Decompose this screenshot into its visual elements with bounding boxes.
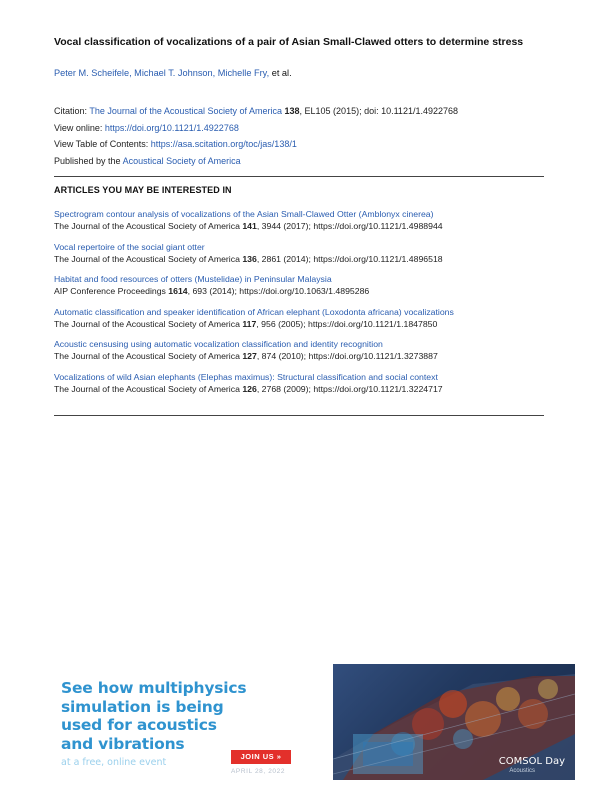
article-citation xyxy=(54,253,554,265)
related-articles-list xyxy=(54,208,554,404)
view-online-link[interactable]: https://doi.org/10.1121/1.4922768 xyxy=(104,122,239,133)
article-title-link[interactable]: Spectrogram contour analysis of vocalizations of the Asian Small-Clawed Otter (Amblonyx cinerea) xyxy=(54,209,434,219)
list-item xyxy=(54,273,554,297)
citation-journal-link[interactable]: The Journal of the Acoustical Society of America xyxy=(89,106,282,116)
article-journal: The Journal of the Acoustical Society of America xyxy=(54,351,243,362)
article-journal: The Journal of the Acoustical Society of America xyxy=(54,253,243,264)
list-item xyxy=(54,371,554,395)
join-us-button[interactable]: JOIN US » xyxy=(231,750,291,764)
section-heading: ARTICLES YOU MAY BE INTERESTED IN xyxy=(54,185,232,195)
article-doi[interactable]: , 874 (2010); https://doi.org/10.1121/1.3273887 xyxy=(256,351,438,362)
citation-block xyxy=(54,103,458,169)
article-doi[interactable]: , 3944 (2017); https://doi.org/10.1121/1.4988944 xyxy=(256,221,443,231)
article-journal: The Journal of the Acoustical Society of America xyxy=(54,221,243,231)
author-list[interactable] xyxy=(54,68,292,78)
article-citation xyxy=(54,318,554,330)
comsol-logo-sub: Acoustics xyxy=(509,768,535,774)
article-volume: 141 xyxy=(242,221,257,231)
toc-link[interactable]: https://asa.scitation.org/toc/jas/138/1 xyxy=(150,139,297,150)
ad-headline xyxy=(61,679,331,753)
ad-headline-line: used for acoustics xyxy=(61,716,217,734)
ad-headline-line: See how multiphysics xyxy=(61,679,247,697)
citation-volume: 138 xyxy=(284,106,300,116)
list-item xyxy=(54,306,554,330)
comsol-ad-banner[interactable] xyxy=(47,664,575,780)
article-citation xyxy=(54,220,554,232)
article-title-link[interactable]: Automatic classification and speaker identification of African elephant (Loxodonta africana) vocalizations xyxy=(54,306,454,317)
article-doi[interactable]: , 2861 (2014); https://doi.org/10.1121/1.4896518 xyxy=(256,253,443,264)
citation-row xyxy=(54,103,458,120)
article-title-link[interactable]: Vocal repertoire of the social giant otter xyxy=(54,241,205,252)
article-volume: 136 xyxy=(242,253,257,264)
article-journal: The Journal of the Acoustical Society of America xyxy=(54,318,243,329)
article-doi[interactable]: , 2768 (2009); https://doi.org/10.1121/1.3224717 xyxy=(256,383,443,394)
view-online-row xyxy=(54,120,458,137)
authors-etal: et al. xyxy=(271,68,292,78)
article-title-link[interactable]: Acoustic censusing using automatic vocalization classification and identity recognition xyxy=(54,339,383,350)
article-volume: 126 xyxy=(242,383,257,394)
article-citation xyxy=(54,285,554,297)
view-online-label: View online: xyxy=(54,122,103,133)
article-citation xyxy=(54,350,554,362)
comsol-logo: COMSOL Day xyxy=(498,756,565,767)
authors-link[interactable]: Peter M. Scheifele, Michael T. Johnson, Michelle Fry, xyxy=(54,68,270,78)
ad-headline-line: and vibrations xyxy=(61,734,185,753)
publisher-row xyxy=(54,153,458,170)
article-journal: AIP Conference Proceedings xyxy=(54,286,169,297)
article-title-link[interactable]: Vocalizations of wild Asian elephants (Elephas maximus): Structural classification and social context xyxy=(54,371,438,382)
article-doi[interactable]: , 693 (2014); https://doi.org/10.1063/1.4895286 xyxy=(187,286,370,297)
page-title: Vocal classification of vocalizations of a pair of Asian Small-Clawed otters to determine stress xyxy=(54,36,524,48)
divider-top xyxy=(54,176,544,177)
article-title-link[interactable]: Habitat and food resources of otters (Mustelidae) in Peninsular Malaysia xyxy=(54,274,332,285)
divider-bottom xyxy=(54,415,544,416)
toc-label: View Table of Contents: xyxy=(54,139,149,150)
article-doi[interactable]: , 956 (2005); https://doi.org/10.1121/1.1847850 xyxy=(256,318,438,329)
published-label: Published by the xyxy=(54,155,121,166)
article-volume: 127 xyxy=(242,351,257,362)
list-item xyxy=(54,338,554,362)
article-journal: The Journal of the Acoustical Society of America xyxy=(54,383,243,394)
ad-event-date: APRIL 28, 2022 xyxy=(231,768,286,775)
list-item xyxy=(54,241,554,265)
ad-subline: at a free, online event xyxy=(61,757,167,768)
publisher-link[interactable]: Acoustical Society of America xyxy=(122,155,241,166)
toc-row xyxy=(54,136,458,153)
article-volume: 117 xyxy=(242,318,257,329)
list-item xyxy=(54,208,554,232)
article-volume: 1614 xyxy=(168,286,188,297)
article-citation xyxy=(54,383,554,395)
citation-label: Citation: xyxy=(54,106,88,116)
ad-headline-line: simulation is being xyxy=(61,697,224,716)
citation-rest: , EL105 (2015); doi: 10.1121/1.4922768 xyxy=(299,106,458,116)
